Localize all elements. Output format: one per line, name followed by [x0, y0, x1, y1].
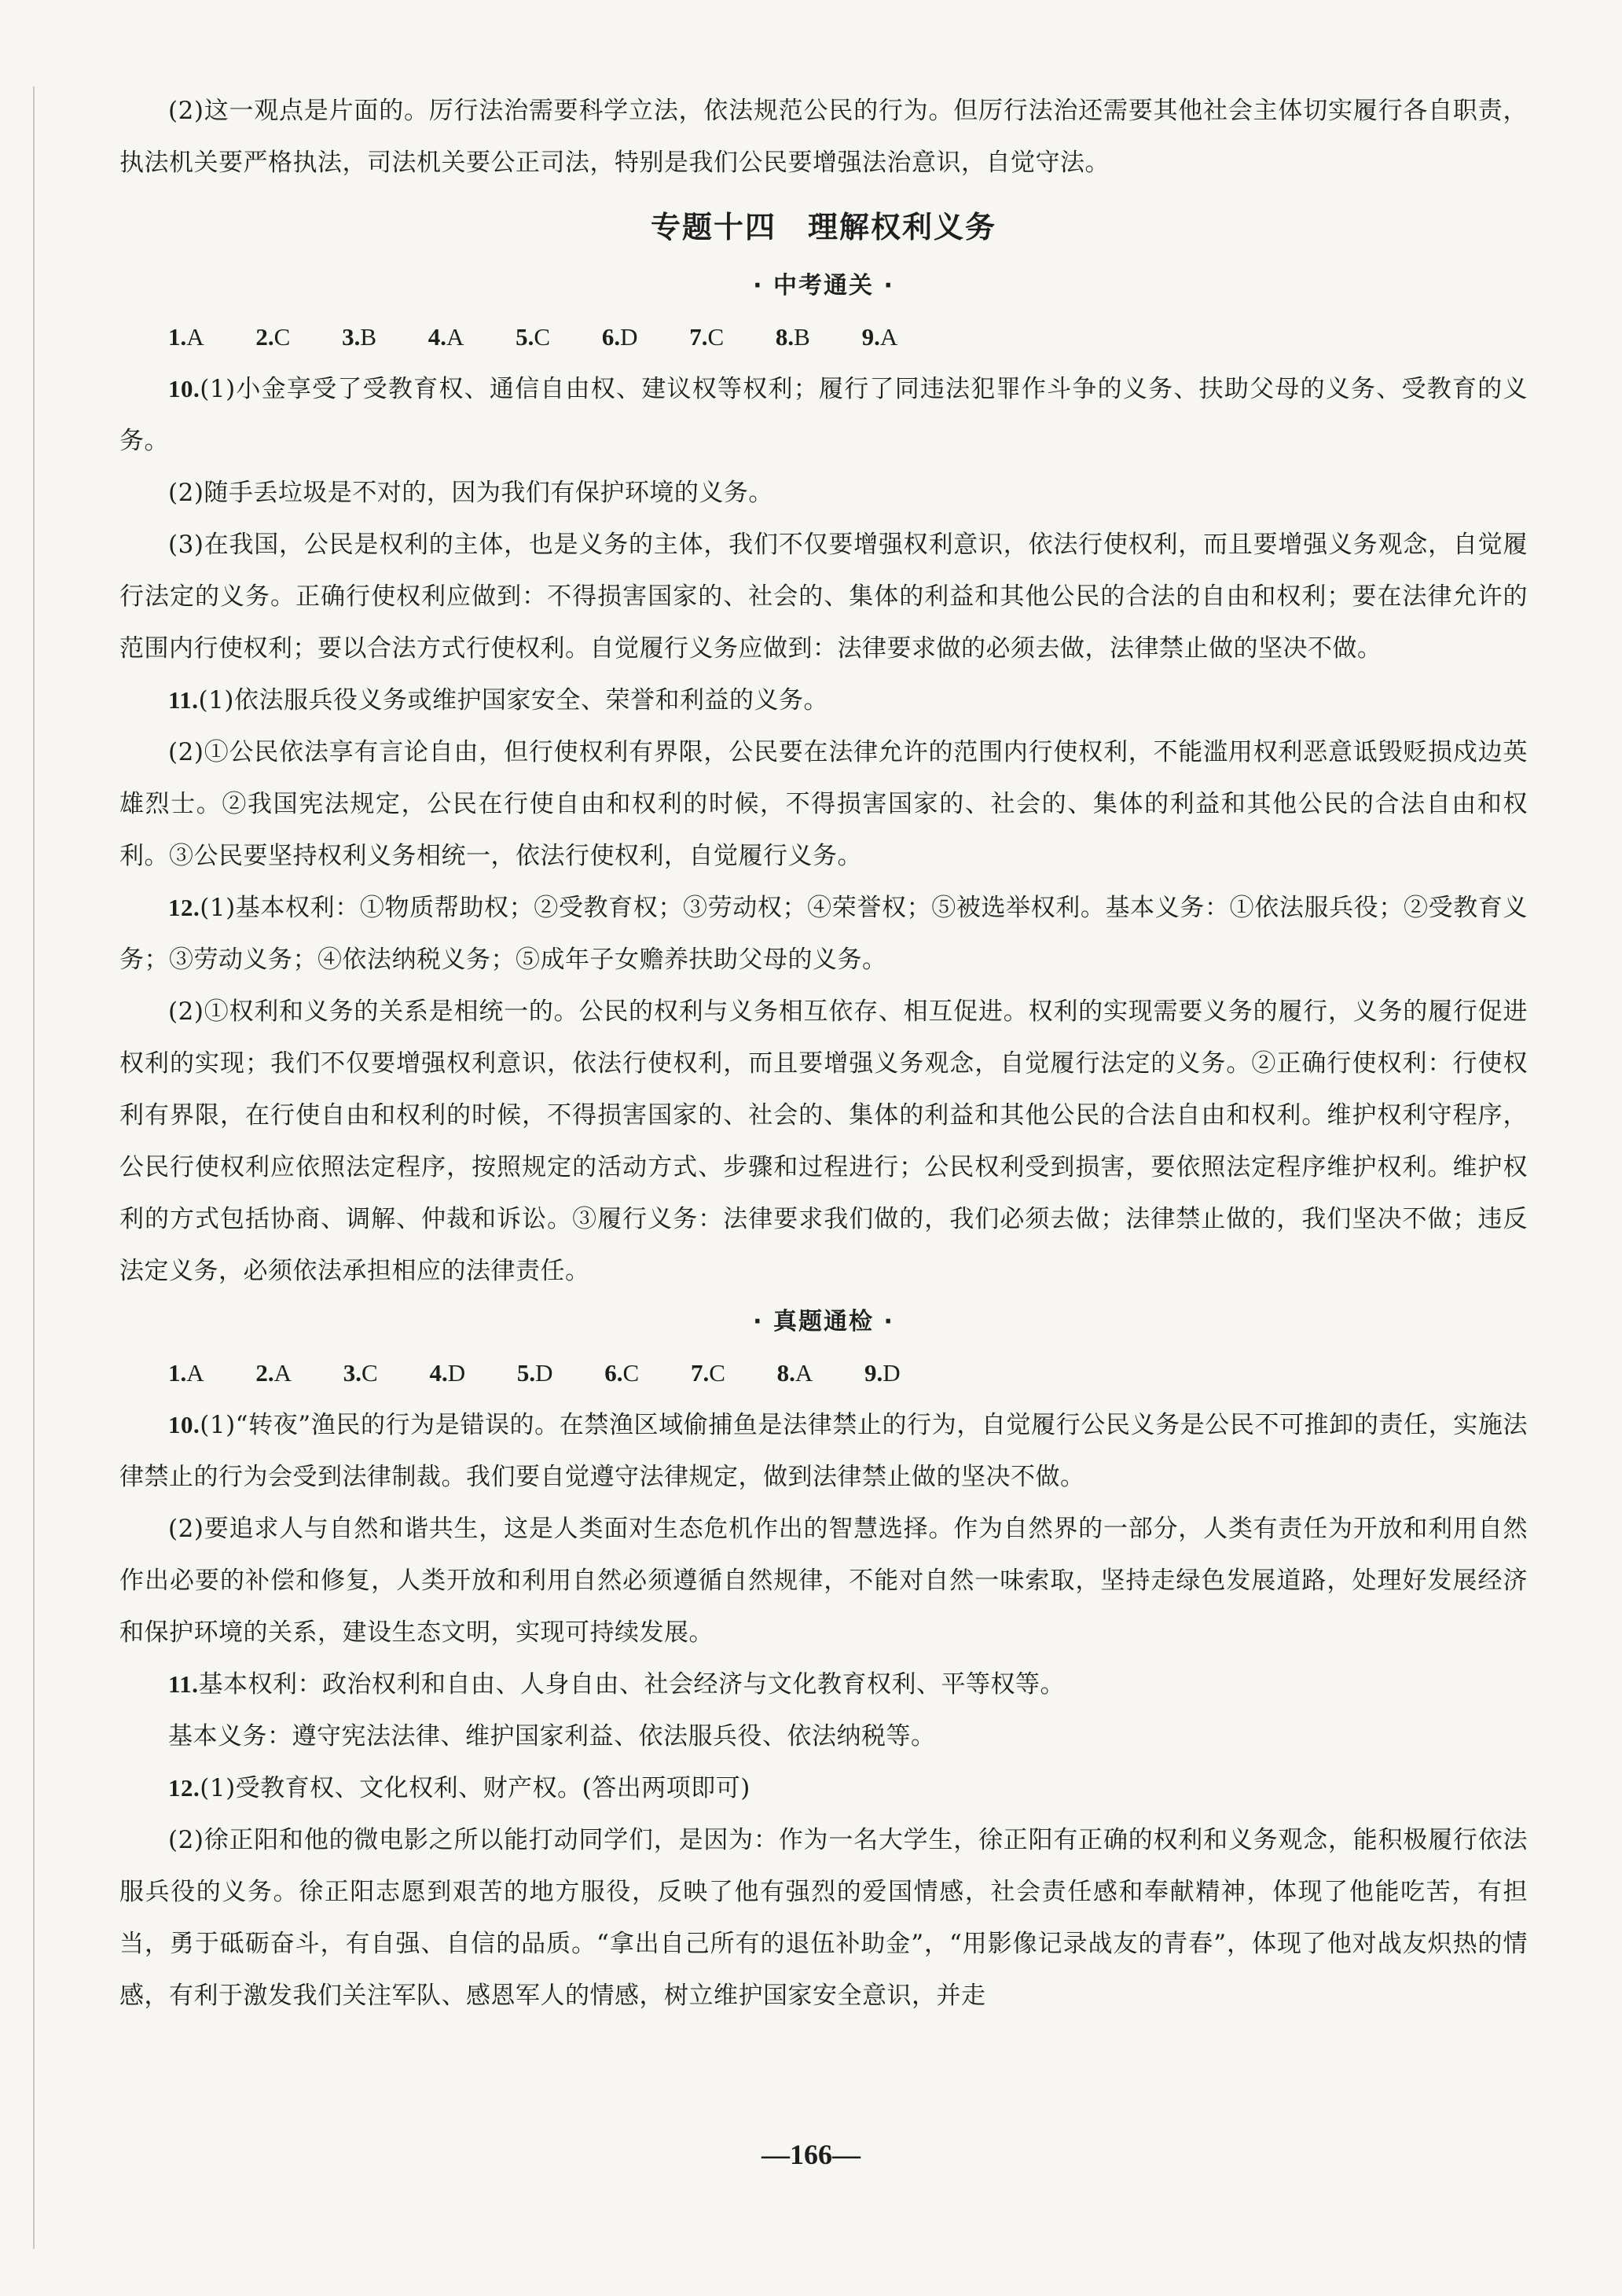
answer-paragraph: 12.(1)受教育权、文化权利、财产权。(答出两项即可) — [168, 1774, 750, 1802]
choice-answer: 7.C — [690, 1359, 725, 1387]
answer-paragraph: (2)徐正阳和他的微电影之所以能打动同学们，是因为：作为一名大学生，徐正阳有正确的权利和义务观念，能积极履行依法服兵役的义务。徐正阳志愿到艰苦的地方服役，反映了他有强烈的爱国情感，社会责任感和奉献精神，体现了他能吃苦，有担当，勇于砥砺奋斗，有自强、自信的品质。“拿出自己所有的退伍补助金”，“用影像记录战友的青春”，体现了他对战友炽热的情感，有利于激发我们关注军队、感恩军人的情感，树立维护国家安全意识，并走 — [119, 1826, 1528, 2010]
question-number: 12. — [168, 894, 200, 921]
section-title-zhongkao: · 中考通关 · — [753, 272, 894, 299]
answer-paragraph: 基本义务：遵守宪法法律、维护国家利益、依法服兵役、依法纳税等。 — [168, 1722, 936, 1750]
question-number: 11. — [168, 686, 199, 714]
choice-answer: 1.A — [168, 323, 204, 351]
choice-answer: 2.C — [255, 323, 291, 351]
answer-paragraph: (3)在我国，公民是权利的主体，也是义务的主体，我们不仅要增强权利意识，依法行使权利，而且要增强义务观念，自觉履行法定的义务。正确行使权利应做到：不得损害国家的、社会的、集体的利益和其他公民的合法的自由和权利；要在法律允许的范围内行使权利；要以合法方式行使权利。自觉履行义务应做到：法律要求做的必须去做，法律禁止做的坚决不做。 — [119, 531, 1528, 663]
question-number: 11. — [168, 1670, 199, 1698]
choice-answer: 8.A — [776, 1359, 813, 1387]
choice-answer: 2.A — [255, 1359, 292, 1387]
margin-rule — [33, 86, 35, 2249]
answer-paragraph: (2)①公民依法享有言论自由，但行使权利有界限，公民要在法律允许的范围内行使权利，不能滥用权利恶意诋毁贬损戍边英雄烈士。②我国宪法规定，公民在行使自由和权利的时候，不得损害国家的、社会的、集体的利益和其他公民的合法自由和权利。③公民要坚持权利义务相统一，依法行使权利，自觉履行义务。 — [119, 738, 1528, 870]
choice-answer: 4.D — [429, 1359, 466, 1387]
answer-paragraph: 10.(1)小金享受了受教育权、通信自由权、建议权等权利；履行了同违法犯罪作斗争的义务、扶助父母的义务、受教育的义务。 — [119, 375, 1528, 455]
choice-answer: 6.D — [601, 323, 638, 351]
answer-paragraph: (2)要追求人与自然和谐共生，这是人类面对生态危机作出的智慧选择。作为自然界的一部分，人类有责任为开放和利用自然作出必要的补偿和修复，人类开放和利用自然必须遵循自然规律，不能对自然一味索取，坚持走绿色发展道路，处理好发展经济和保护环境的关系，建设生态文明，实现可持续发展。 — [119, 1515, 1528, 1647]
choice-answer: 5.C — [516, 323, 551, 351]
choice-answer: 1.A — [168, 1359, 204, 1387]
question-number: 12. — [168, 1774, 200, 1802]
choice-answer: 3.C — [343, 1359, 378, 1387]
choice-answer: 7.C — [689, 323, 725, 351]
answer-paragraph: (2)①权利和义务的关系是相统一的。公民的权利与义务相互依存、相互促进。权利的实现需要义务的履行，义务的履行促进权利的实现；我们不仅要增强权利意识，依法行使权利，而且要增强义务观念，自觉履行法定的义务。②正确行使权利：行使权利有界限，在行使自由和权利的时候，不得损害国家的、社会的、集体的利益和其他公民的合法自由和权利。维护权利守程序，公民行使权利应依照法定程序，按照规定的活动方式、步骤和过程进行；公民权利受到损害，要依照法定程序维护权利。维护权利的方式包括协商、调解、仲裁和诉讼。③履行义务：法律要求我们做的，我们必须去做；法律禁止做的，我们坚决不做；违反法定义务，必须依法承担相应的法律责任。 — [119, 997, 1528, 1285]
choice-answer: 4.A — [428, 323, 464, 351]
answer-paragraph: 11.基本权利：政治权利和自由、人身自由、社会经济与文化教育权利、平等权等。 — [168, 1670, 1066, 1699]
section-title-zhenti: · 真题通检 · — [753, 1308, 894, 1335]
answer-paragraph: 11.(1)依法服兵役义务或维护国家安全、荣誉和利益的义务。 — [168, 686, 828, 715]
choice-answer: 5.D — [516, 1359, 553, 1387]
question-number: 10. — [168, 375, 200, 402]
answer-paragraph: 12.(1)基本权利：①物质帮助权；②受教育权；③劳动权；④荣誉权；⑤被选举权利。基本义务：①依法服兵役；②受教育义务；③劳动义务；④依法纳税义务；⑤成年子女赡养扶助父母的义务。 — [119, 894, 1528, 974]
continued-answer-paragraph: (2)这一观点是片面的。厉行法治需要科学立法，依法规范公民的行为。但厉行法治还需要其他社会主体切实履行各自职责，执法机关要严格执法，司法机关要公正司法，特别是我们公民要增强法治意识，自觉守法。 — [119, 97, 1528, 177]
choice-answer: 8.B — [775, 323, 810, 351]
choice-answer: 3.B — [342, 323, 377, 351]
choice-answers-row — [119, 1347, 1528, 1399]
choice-answer: 9.A — [861, 323, 898, 351]
choice-answers-row — [119, 311, 1528, 363]
answer-paragraph: (2)随手丢垃圾是不对的，因为我们有保护环境的义务。 — [168, 479, 773, 507]
answer-paragraph: 10.(1)“转夜”渔民的行为是错误的。在禁渔区域偷捕鱼是法律禁止的行为，自觉履行公民义务是公民不可推卸的责任，实施法律禁止的行为会受到法律制裁。我们要自觉遵守法律规定，做到法律禁止做的坚决不做。 — [119, 1411, 1528, 1491]
page-number: —166— — [761, 2139, 861, 2170]
question-number: 10. — [168, 1411, 200, 1438]
topic-title: 专题十四 理解权利义务 — [650, 210, 996, 244]
choice-answer: 6.C — [604, 1359, 640, 1387]
choice-answer: 9.D — [864, 1359, 901, 1387]
